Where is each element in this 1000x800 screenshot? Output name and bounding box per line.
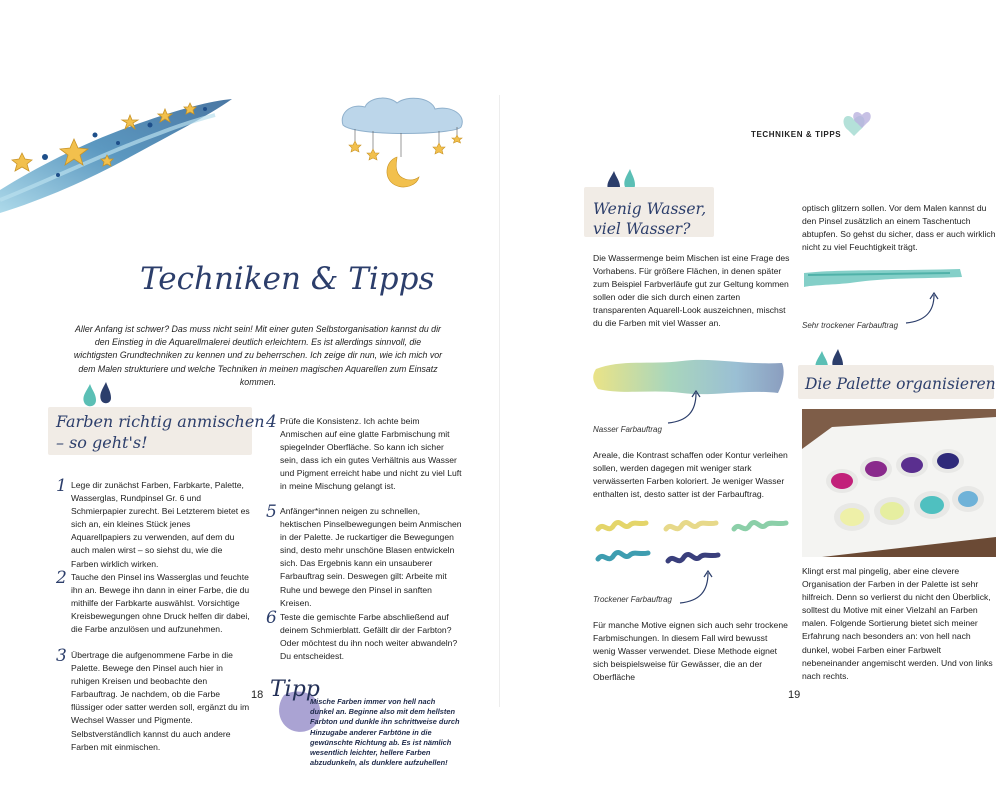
page-number: 19 bbox=[788, 689, 801, 701]
caption-very-dry: Sehr trockener Farbauftrag bbox=[802, 321, 899, 330]
step-text: Prüfe die Konsistenz. Ich achte beim Anmischen auf eine glatte Farbmischung mit spiegelnder Oberfläche. So kann ich sicher sein, dass ich ein gutes Verhältnis aus Wasser und Pigment erreicht habe und nicht zu viel Luft in meine Mischung gelangt ist. bbox=[280, 416, 462, 492]
right-page bbox=[500, 95, 1000, 707]
section-heading-water-line1: Wenig Wasser, bbox=[593, 200, 707, 218]
step-1 bbox=[56, 476, 252, 571]
very-dry-swatch bbox=[800, 263, 966, 293]
very-dry-caption-arrow bbox=[904, 291, 944, 325]
hearts-icon bbox=[840, 110, 874, 140]
running-head: TECHNIKEN & TIPPS bbox=[751, 130, 842, 139]
step-number: 5 bbox=[266, 502, 277, 522]
section-heading-mixing-line2: – so geht's! bbox=[56, 433, 148, 452]
section-heading-mixing bbox=[56, 411, 265, 453]
step-number: 4 bbox=[266, 412, 277, 432]
intro-paragraph: Aller Anfang ist schwer? Das muss nicht sein! Mit einer guten Selbstorganisation kannst du dir den Einstieg in die Aquarellmalerei deutlich erleichtern. Es ist allerdings sinnvoll, die wichtigsten Grundtechniken zu kennen und zu beherrschen. Ich zeige dir nun, wie ich mich vor dem Malen strukturiere und welche Techniken in meinen magischen Aquarellen zum Einsatz kommen. bbox=[73, 324, 443, 387]
page-title: Techniken & Tipps bbox=[140, 261, 435, 297]
palette-paragraph: Klingt erst mal pingelig, aber eine clevere Organisation der Farben in der Palette ist sehr hilfreich. Denn so verlierst du nicht den Überblick, solltest du Motive mit einer Vielzahl an Farben malen. Folgende Sortierung bietet sich meiner Erfahrung nach besonders an: von hell nach dunkel, wobei Farben einer Farbwelt nebeneinander angemischt werden. Und von links nach rechts. bbox=[802, 566, 993, 681]
areas-paragraph: Areale, die Kontrast schaffen oder Kontur verleihen sollen, werden dagegen mit weniger stark verwässerten Farben koloriert. Je weniger Wasser enthalten ist, desto satter ist der Farbauftrag. bbox=[593, 450, 788, 500]
step-3 bbox=[56, 646, 252, 754]
caption-wet: Nasser Farbauftrag bbox=[593, 425, 662, 434]
step-6 bbox=[266, 608, 462, 663]
caption-dry: Trockener Farbauftrag bbox=[593, 595, 672, 604]
tipp-text: Mische Farben immer von hell nach dunkel an. Beginne also mit dem hellsten Farbton und dunkle ihn schrittweise durch Hinzugabe anderer Farbtöne in die gewünschte Richtung ab. Es ist nämlich wesentlich leichter, hellere Farben abzudunkeln, als dunklere aufzuhellen! bbox=[310, 697, 460, 768]
tipp-label: Tipp bbox=[270, 677, 320, 702]
page-number: 18 bbox=[251, 689, 264, 701]
step-text: Lege dir zunächst Farben, Farbkarte, Palette, Wasserglas, Rundpinsel Gr. 6 und Schmierpapier zurecht. Bei Letzterem bietet es sich an, ein kleines Stück jenes Aquarellpapiers zu verwenden, auf dem du auch malen wirst – so siehst du, wie die Farben wirklich wirken. bbox=[71, 480, 250, 569]
wet-caption-arrow bbox=[666, 389, 706, 425]
step-text: Übertrage die aufgenommene Farbe in die Palette. Bewege den Pinsel auch hier in ruhigen Kreisen und beobachte den Farbauftrag. Je nachdem, ob die Farbe flüssiger oder satter werden soll, ergänzt du im Wechsel Wasser und Pigmente. Selbstverständlich kannst du auch andere Farben mit einmischen. bbox=[71, 650, 250, 752]
step-text: Teste die gemischte Farbe abschließend auf deinem Schmierblatt. Gefällt dir der Farbton? Oder möchtest du ihn noch weiter abwandeln? Du entscheidest. bbox=[280, 612, 458, 662]
cloud-moon-mobile bbox=[335, 95, 475, 195]
step-number: 6 bbox=[266, 608, 277, 628]
step-number: 1 bbox=[56, 476, 67, 496]
motive-paragraph: Für manche Motive eignen sich auch sehr trockene Farbmischungen. In diesem Fall wird bewusst wenig Wasser verwendet. Diese Methode eignet sich beispielsweise für Gewässer, die an der Oberfläche bbox=[593, 620, 788, 683]
col2-top-paragraph: optisch glitzern sollen. Vor dem Malen kannst du den Pinsel zusätzlich an einem Taschentuch abtupfen. So gehst du sicher, dass er auch wirklich nicht zu viel Feuchtigkeit trägt. bbox=[802, 203, 996, 253]
dry-caption-arrow bbox=[678, 569, 718, 605]
step-text: Tauche den Pinsel ins Wasserglas und feuchte ihn an. Bewege ihn dann in einer Farbe, die du mithilfe der Farbkarte auswählst. Vorsichtige Kreisbewegungen ohne Druck helfen dir dabei, die Farbe anzulösen und aufzunehmen. bbox=[71, 572, 250, 635]
droplets-icon bbox=[80, 382, 116, 410]
step-number: 2 bbox=[56, 568, 67, 588]
step-2 bbox=[56, 568, 252, 636]
step-number: 3 bbox=[56, 646, 67, 666]
step-5 bbox=[266, 502, 462, 610]
section-heading-palette: Die Palette organisieren bbox=[805, 375, 996, 393]
water-paragraph: Die Wassermenge beim Mischen ist eine Frage des Vorhabens. Für größere Flächen, in denen später zum Beispiel Farbverläufe gut zur Geltung kommen sollen oder die sich durch einen zarten transparenten Aquarell-Look auszeichnen, mischst du die Farben mit viel Wasser an. bbox=[593, 253, 790, 329]
section-heading-water bbox=[593, 199, 706, 239]
palette-photo bbox=[802, 409, 996, 557]
watercolor-stars-swoosh bbox=[0, 95, 240, 215]
dry-strokes bbox=[592, 513, 792, 577]
left-page bbox=[0, 95, 500, 768]
step-text: Anfänger*innen neigen zu schnellen, hektischen Pinselbewegungen beim Anmischen in der Palette. Je ruckartiger die Bewegungen sind, desto mehr unschöne Blasen entwickeln sich. Das Ergebnis kann ein unsauberer Farbauftrag sein. Deswegen gilt: Arbeite mit Ruhe und bewege den Pinsel in sanften Kreisen. bbox=[280, 506, 462, 608]
section-heading-mixing-line1: Farben richtig anmischen bbox=[56, 412, 265, 431]
section-heading-water-line2: viel Wasser? bbox=[593, 220, 691, 238]
step-4 bbox=[266, 412, 462, 494]
